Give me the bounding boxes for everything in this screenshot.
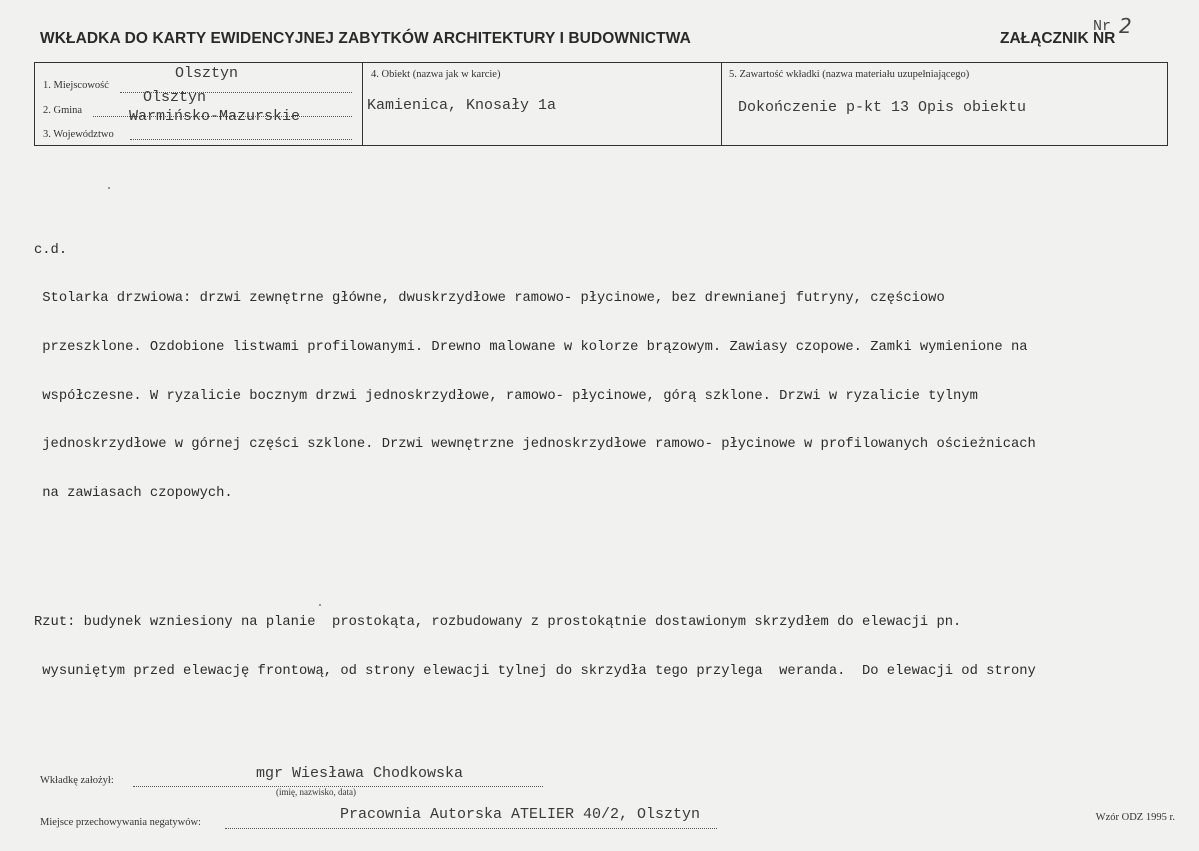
template-version: Wzór ODZ 1995 r. bbox=[1095, 812, 1175, 823]
voivodeship-label: 3. Województwo bbox=[43, 129, 114, 140]
author-note: (imię, nazwisko, data) bbox=[276, 787, 356, 797]
column-divider bbox=[721, 63, 722, 145]
text-line: na zawiasach czopowych. bbox=[34, 485, 233, 501]
attachment-number: 2 bbox=[1119, 14, 1132, 38]
commune-value: Olsztyn bbox=[143, 89, 207, 106]
text-line: Rzut: budynek wzniesiony na planie prostokąta, rozbudowany z prostokątnie dostawionym skrzydłem do elewacji pn. bbox=[34, 615, 962, 631]
text-line: jednoskrzydłowe w górnej części szklone. Drzwi wewnętrzne jednoskrzydłowe ramowo- płycinowe w profilowanych ościeżnicach bbox=[34, 437, 1036, 453]
object-label: 4. Obiekt (nazwa jak w karcie) bbox=[371, 69, 501, 80]
paper-speck bbox=[319, 604, 321, 606]
text-line: przeszklone. Ozdobione listwami profilowanymi. Drewno malowane w kolorze brązowym. Zawiasy czopowe. Zamki wymienione na bbox=[34, 340, 1028, 355]
text-line: Stolarka drzwiowa: drzwi zewnętrne główne, dwuskrzydłowe ramowo- płycinowe, bez drewnianej futryny, częściowo bbox=[34, 291, 945, 307]
storage-label: Miejsce przechowywania negatywów: bbox=[40, 817, 201, 828]
card-title: WKŁADKA DO KARTY EWIDENCYJNEJ ZABYTKÓW ARCHITEKTURY I BUDOWNICTWA bbox=[40, 30, 691, 47]
paragraph-plan-mass bbox=[34, 583, 1142, 698]
attachment-label: ZAŁĄCZNIK NR bbox=[1000, 30, 1116, 47]
storage-value: Pracownia Autorska ATELIER 40/2, Olsztyn bbox=[340, 806, 701, 823]
object-value: Kamienica, Knosały 1a bbox=[367, 97, 557, 114]
text-line: wysuniętym przed elewację frontową, od strony elewacji tylnej do skrzydła tego przylega weranda. Do elewacji od strony bbox=[34, 663, 1036, 679]
dotted-line bbox=[130, 139, 352, 140]
description-text bbox=[34, 178, 1142, 698]
dotted-line bbox=[225, 828, 717, 829]
header-fields-box bbox=[34, 62, 1168, 146]
locality-label: 1. Miejscowość bbox=[43, 80, 109, 91]
content-value: Dokończenie p-kt 13 Opis obiektu bbox=[738, 99, 1027, 116]
voivodeship-value: Warmińsko-Mazurskie bbox=[129, 108, 301, 125]
column-divider bbox=[362, 63, 363, 145]
text-line: c.d. bbox=[34, 242, 68, 258]
author-label: Wkładkę założył: bbox=[40, 775, 114, 786]
author-value: mgr Wiesława Chodkowska bbox=[256, 765, 464, 782]
commune-label: 2. Gmina bbox=[43, 105, 83, 116]
paragraph-joinery bbox=[34, 210, 1142, 534]
locality-value: Olsztyn bbox=[175, 65, 239, 82]
paper-speck bbox=[108, 187, 110, 189]
content-label: 5. Zawartość wkładki (nazwa materiału uzupełniającego) bbox=[729, 69, 970, 80]
text-line: współczesne. W ryzalicie bocznym drzwi jednoskrzydłowe, ramowo- płycinowe, górą szklone. Drzwi w ryzalicie tylnym bbox=[34, 388, 978, 404]
handwritten-nr: Nr bbox=[1093, 18, 1112, 35]
